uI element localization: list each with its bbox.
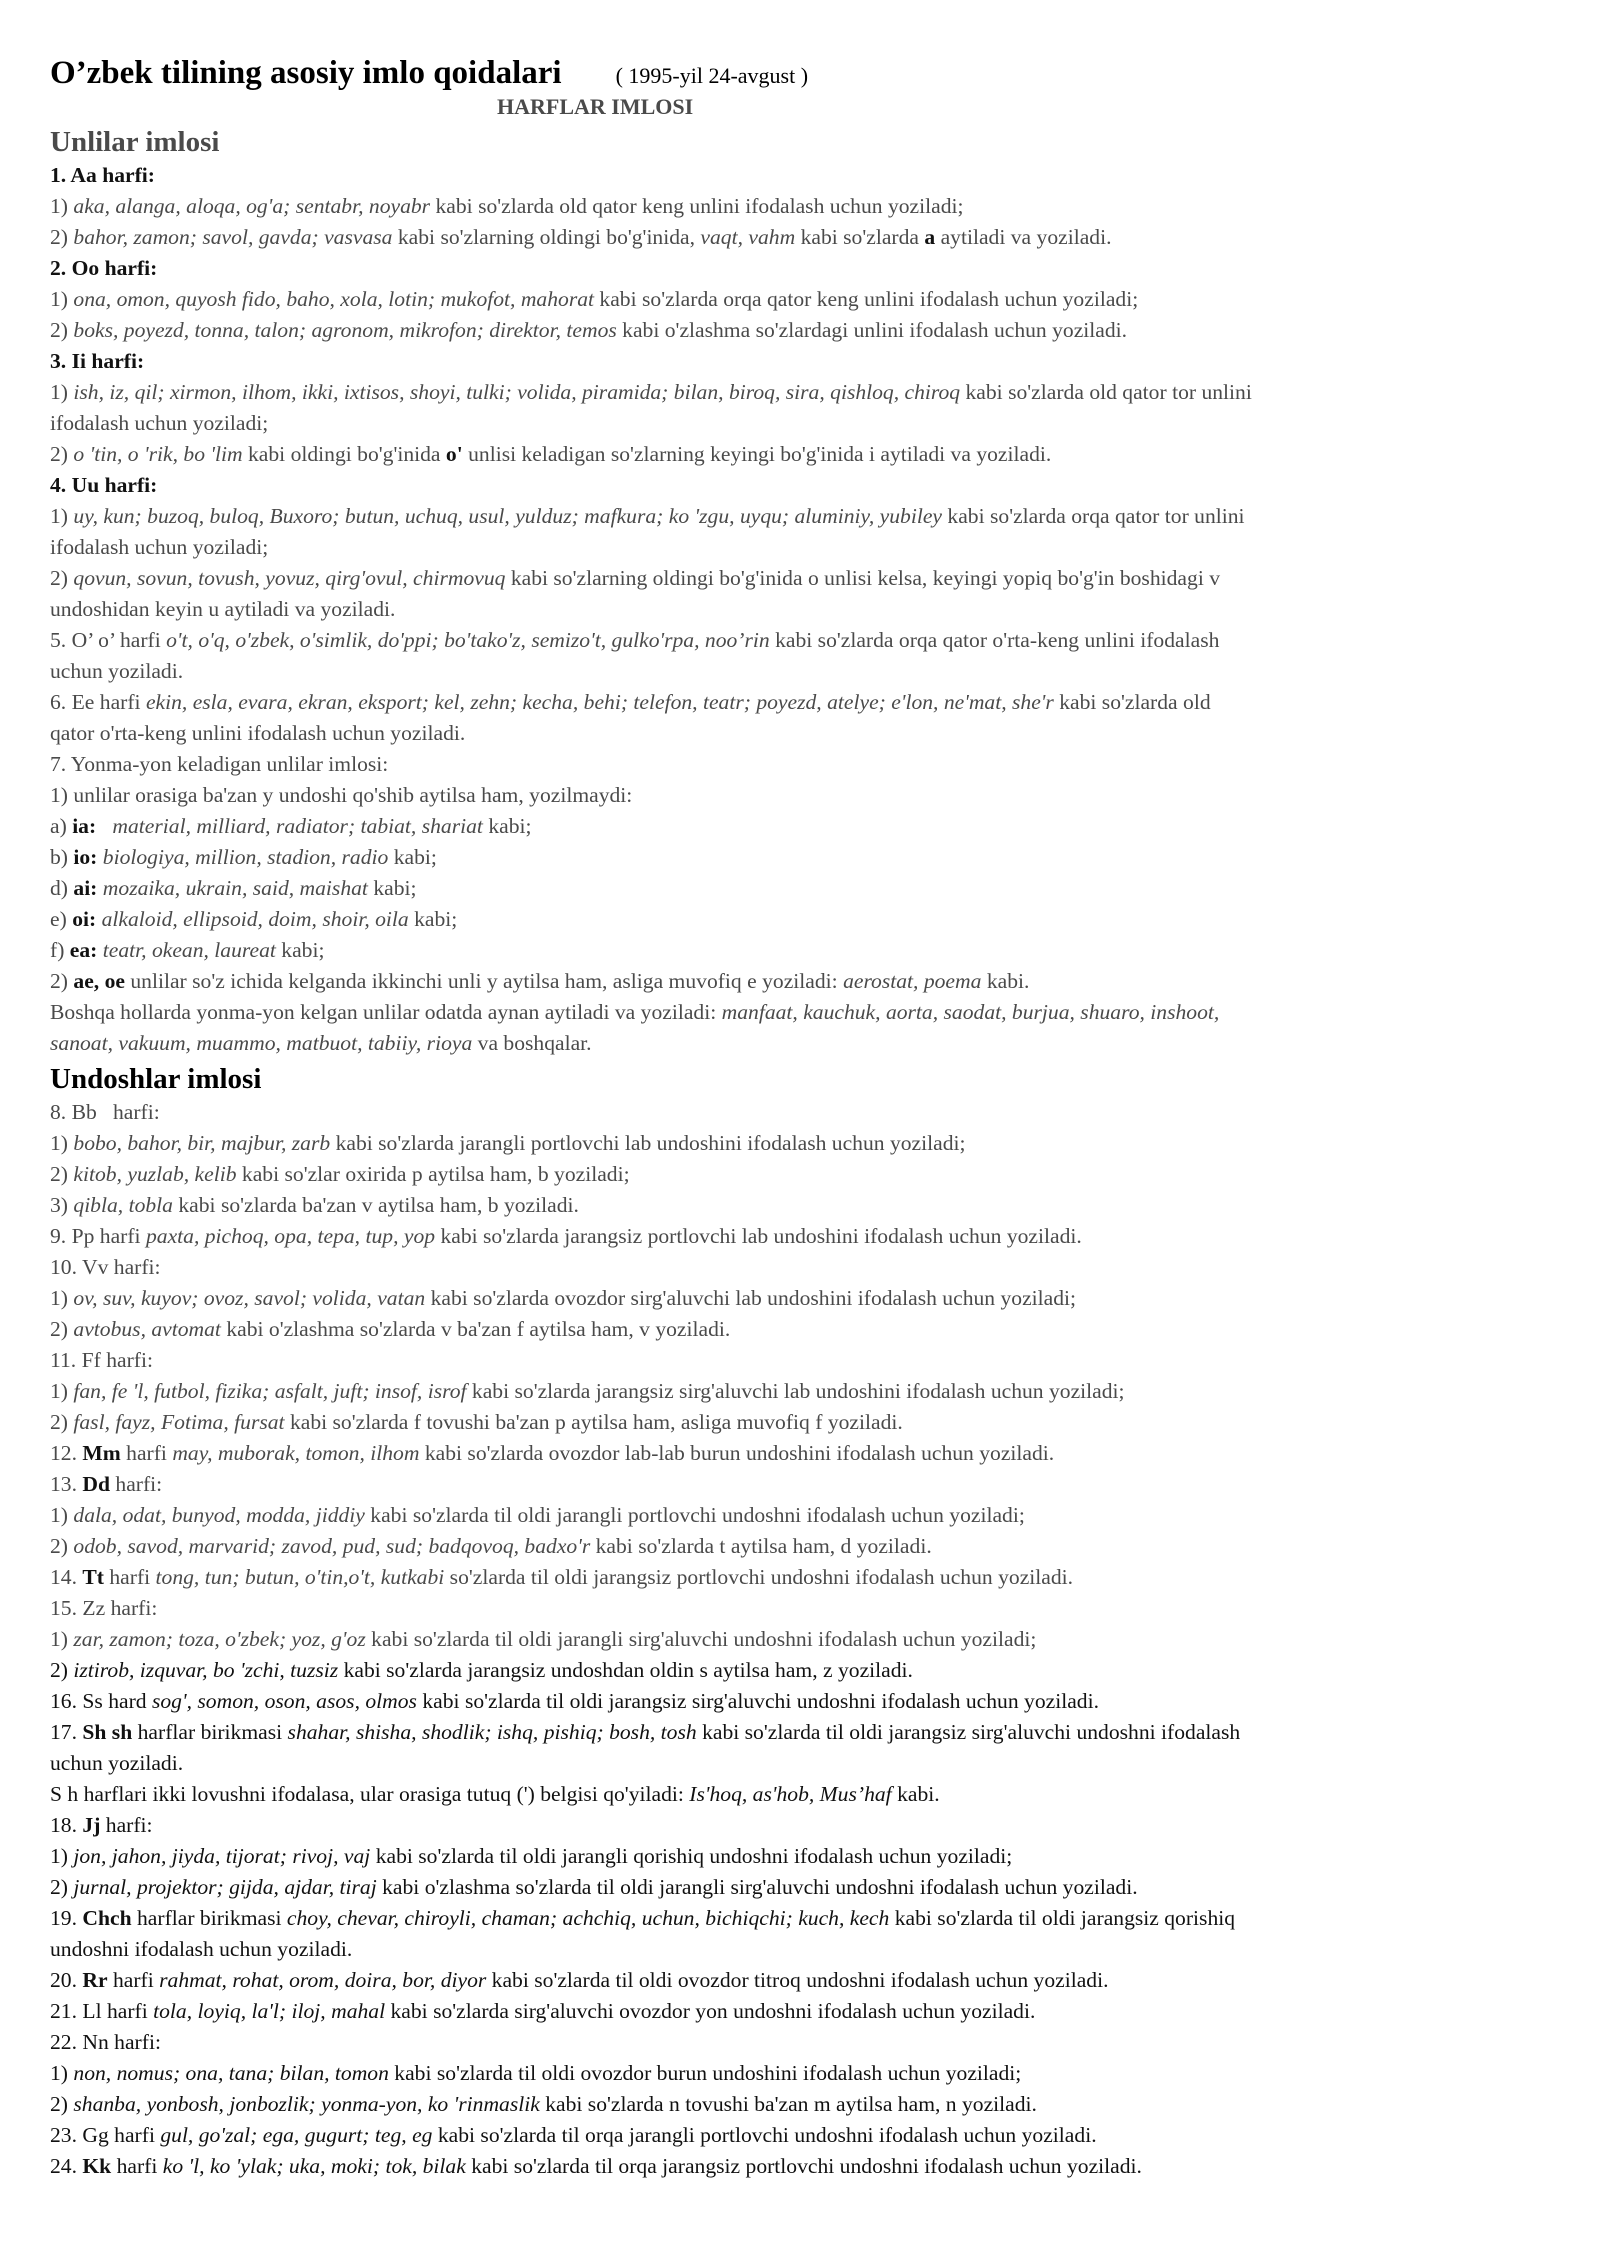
rule-line: 2) o 'tin, o 'rik, bo 'lim kabi oldingi bo'g'inida o' unlisi keladigan so'zlarning keyingi bo'g'inida i aytiladi va yoziladi. [50, 442, 1052, 466]
rule-line: 1) aka, alanga, aloqa, og'a; sentabr, noyabr kabi so'zlarda old qator keng unlini ifodalash uchun yoziladi; [50, 194, 964, 218]
rule-line: 2) fasl, fayz, Fotima, fursat kabi so'zlarda f tovushi ba'zan p aytilsa ham, asliga muvofiq f yoziladi. [50, 1410, 903, 1434]
rule-heading: 8. Bb harfi: [50, 1100, 160, 1124]
rule-line: S h harflari ikki lovushni ifodalasa, ular orasiga tutuq (') belgisi qo'yiladi: Is'hoq, as'hob, Mus’haf kabi. [50, 1782, 940, 1806]
rule-line: 9. Pp harfi paxta, pichoq, opa, tepa, tup, yop kabi so'zlarda jarangsiz portlovchi lab undoshini ifodalash uchun yoziladi. [50, 1224, 1082, 1248]
rule-line: uchun yoziladi. [50, 659, 184, 683]
rule-line: 21. Ll harfi tola, loyiq, la'l; iloj, mahal kabi so'zlarda sirg'aluvchi ovozdor yon undoshni ifodalash uchun yoziladi. [50, 1999, 1036, 2023]
rule-line: 1) ona, omon, quyosh fido, baho, xola, lotin; mukofot, mahorat kabi so'zlarda orqa qator keng unlini ifodalash uchun yoziladi; [50, 287, 1139, 311]
rule-line: f) ea: teatr, okean, laureat kabi; [50, 938, 325, 962]
rule-line: 2) iztirob, izquvar, bo 'zchi, tuzsiz kabi so'zlarda jarangsiz undoshdan oldin s aytilsa ham, z yoziladi. [50, 1658, 913, 1682]
rule-heading: 3. Ii harfi: [50, 349, 145, 373]
rule-line: undoshidan keyin u aytiladi va yoziladi. [50, 597, 396, 621]
rule-line: b) io: biologiya, million, stadion, radio kabi; [50, 845, 437, 869]
rule-heading: 2. Oo harfi: [50, 256, 158, 280]
rule-line: 20. Rr harfi rahmat, rohat, orom, doira, bor, diyor kabi so'zlarda til oldi ovozdor titroq undoshni ifodalash uchun yoziladi. [50, 1968, 1109, 1992]
document-title: O’zbek tilining asosiy imlo qoidalari [50, 55, 562, 91]
rule-line: 1) non, nomus; ona, tana; bilan, tomon kabi so'zlarda til oldi ovozdor burun undoshini ifodalash uchun yoziladi; [50, 2061, 1022, 2085]
rule-line: 17. Sh sh harflar birikmasi shahar, shisha, shodlik; ishq, pishiq; bosh, tosh kabi so'zlarda til oldi jarangsiz sirg'aluvchi undoshni ifodalash [50, 1720, 1241, 1744]
rule-heading: 13. Dd harfi: [50, 1472, 163, 1496]
rule-line: 1) uy, kun; buzoq, buloq, Buxoro; butun, uchuq, usul, yulduz; mafkura; ko 'zgu, uyqu; aluminiy, yubiley kabi so'zlarda orqa qator tor unlini [50, 504, 1245, 528]
rule-line: 1) ish, iz, qil; xirmon, ilhom, ikki, ixtisos, shoyi, tulki; volida, piramida; bilan, biroq, sira, qishloq, chiroq kabi so'zlarda old qator tor unlini [50, 380, 1252, 404]
rule-line: 2) kitob, yuzlab, kelib kabi so'zlar oxirida p aytilsa ham, b yoziladi; [50, 1162, 630, 1186]
rule-line: 2) boks, poyezd, tonna, talon; agronom, mikrofon; direktor, temos kabi o'zlashma so'zlardagi unlini ifodalash uchun yoziladi. [50, 318, 1128, 342]
rule-line: ifodalash uchun yoziladi; [50, 411, 269, 435]
rule-line: uchun yoziladi. [50, 1751, 184, 1775]
rule-line: d) ai: mozaika, ukrain, said, maishat kabi; [50, 876, 417, 900]
rule-line: 2) bahor, zamon; savol, gavda; vasvasa kabi so'zlarning oldingi bo'g'inida, vaqt, vahm kabi so'zlarda a aytiladi va yoziladi. [50, 225, 1112, 249]
rule-heading: 11. Ff harfi: [50, 1348, 153, 1372]
rule-line: 1) bobo, bahor, bir, majbur, zarb kabi so'zlarda jarangli portlovchi lab undoshini ifodalash uchun yoziladi; [50, 1131, 966, 1155]
rule-heading: 15. Zz harfi: [50, 1596, 158, 1620]
rule-line: 16. Ss hard sog', somon, oson, asos, olmos kabi so'zlarda til oldi jarangsiz sirg'aluvchi undoshni ifodalash uchun yoziladi. [50, 1689, 1100, 1713]
section-heading-vowels: Unlilar imlosi [50, 126, 220, 158]
rule-line: 3) qibla, tobla kabi so'zlarda ba'zan v aytilsa ham, b yoziladi. [50, 1193, 579, 1217]
rule-line: 1) zar, zamon; toza, o'zbek; yoz, g'oz kabi so'zlarda til oldi jarangli sirg'aluvchi undoshni ifodalash uchun yoziladi; [50, 1627, 1037, 1651]
rule-line: 1) fan, fe 'l, futbol, fizika; asfalt, juft; insof, isrof kabi so'zlarda jarangsiz sirg'aluvchi lab undoshini ifodalash uchun yoziladi; [50, 1379, 1125, 1403]
title-row [50, 52, 1552, 94]
rule-line: 6. Ee harfi ekin, eslа, evara, ekran, eksport; kel, zehn; kecha, behi; telefon, teatr; poyezd, atelye; e'lon, ne'mat, she'r kabi so'zlarda old [50, 690, 1211, 714]
rule-line: 19. Chch harflar birikmasi choy, chevar, chiroyli, chaman; achchiq, uchun, bichiqchi; kuch, kech kabi so'zlarda til oldi jarangsiz qorishiq [50, 1906, 1236, 1930]
rule-line: 24. Kk harfi ko 'l, ko 'ylak; uka, moki; tok, bilak kabi so'zlarda til orqa jarangsiz portlovchi undoshni ifodalash uchun yoziladi. [50, 2154, 1142, 2178]
rule-line: 2) qovun, sovun, tovush, yovuz, qirg'ovul, chirmovuq kabi so'zlarning oldingi bo'g'inida o unlisi kelsa, keyingi yopiq bo'g'in boshidagi v [50, 566, 1221, 590]
rule-line: 1) unlilar orasiga ba'zan y undoshi qo'shib aytilsa ham, yozilmaydi: [50, 783, 633, 807]
rule-heading: 22. Nn harfi: [50, 2030, 161, 2054]
rule-line: undoshni ifodalash uchun yoziladi. [50, 1937, 353, 1961]
section-heading-consonants: Undoshlar imlosi [50, 1063, 262, 1095]
rule-line: qator o'rta-keng unlini ifodalash uchun yoziladi. [50, 721, 466, 745]
rule-heading: 10. Vv harfi: [50, 1255, 161, 1279]
rule-line: sanoat, vakuum, muammo, matbuot, tabiiy, rioya va boshqalar. [50, 1031, 592, 1055]
rule-line: e) oi: alkaloid, ellipsoid, doim, shoir, oila kabi; [50, 907, 458, 931]
rule-line: 1) dala, odat, bunyod, modda, jiddiy kabi so'zlarda til oldi jarangli portlovchi undoshni ifodalash uchun yoziladi; [50, 1503, 1025, 1527]
rule-line: Boshqa hollarda yonma-yon kelgan unlilar odatda aynan aytiladi va yoziladi: manfaat, kauchuk, aorta, saodat, burjua, shuaro, inshoot, [50, 1000, 1220, 1024]
rule-line: 23. Gg harfi gul, go'zal; ega, gugurt; teg, eg kabi so'zlarda til orqa jarangli portlovchi undoshni ifodalash uchun yoziladi. [50, 2123, 1097, 2147]
rule-line: ifodalash uchun yoziladi; [50, 535, 269, 559]
rule-line: 2) avtobus, avtomat kabi o'zlashma so'zlarda v ba'zan f aytilsa ham, v yoziladi. [50, 1317, 731, 1341]
rule-heading: 18. Jj harfi: [50, 1813, 153, 1837]
rule-line: 2) ae, oe unlilar so'z ichida kelganda ikkinchi unli y aytilsa ham, asliga muvofiq e yoziladi: aerostat, poema kabi. [50, 969, 1030, 993]
document-date: ( 1995-yil 24-avgust ) [615, 63, 809, 88]
rule-line: 2) jurnal, projektor; gijda, ajdar, tiraj kabi o'zlashma so'zlarda til oldi jarangli sirg'aluvchi undoshni ifodalash uchun yoziladi. [50, 1875, 1138, 1899]
rule-line: 7. Yonma-yon keladigan unlilar imlosi: [50, 752, 389, 776]
rule-line: 1) jon, jahon, jiyda, tijorat; rivoj, vaj kabi so'zlarda til oldi jarangli qorishiq undoshni ifodalash uchun yoziladi; [50, 1844, 1013, 1868]
rule-heading: 4. Uu harfi: [50, 473, 158, 497]
rule-line: 12. Mm harfi may, muborak, tomon, ilhom kabi so'zlarda ovozdor lab-lab burun undoshini ifodalash uchun yoziladi. [50, 1441, 1055, 1465]
document-subtitle: HARFLAR IMLOSI [497, 94, 694, 119]
rule-line: 14. Tt harfi tong, tun; butun, o'tin,o't, kutkabi so'zlarda til oldi jarangsiz portlovchi undoshni ifodalash uchun yoziladi. [50, 1565, 1074, 1589]
rule-line: 2) shanba, yonbosh, jonbozlik; yonma-yon, ko 'rinmaslik kabi so'zlarda n tovushi ba'zan m aytilsa ham, n yoziladi. [50, 2092, 1037, 2116]
rule-line: a) ia: material, milliard, radiator; tabiat, shariat kabi; [50, 814, 532, 838]
rule-heading: 1. Aa harfi: [50, 163, 155, 187]
rule-line: 2) odob, savod, marvarid; zavod, pud, sud; badqovoq, badxo'r kabi so'zlarda t aytilsa ham, d yoziladi. [50, 1534, 932, 1558]
rule-line: 1) ov, suv, kuyov; ovoz, savol; volida, vatan kabi so'zlarda ovozdor sirg'aluvchi lab undoshini ifodalash uchun yoziladi; [50, 1286, 1077, 1310]
rule-line: 5. O’ o’ harfi o't, o'q, o'zbek, o'simlik, do'ppi; bo'tako'z, semizo't, gulko'rpa, noo’rin kabi so'zlarda orqa qator o'rta-keng unlini ifodalash [50, 628, 1220, 652]
